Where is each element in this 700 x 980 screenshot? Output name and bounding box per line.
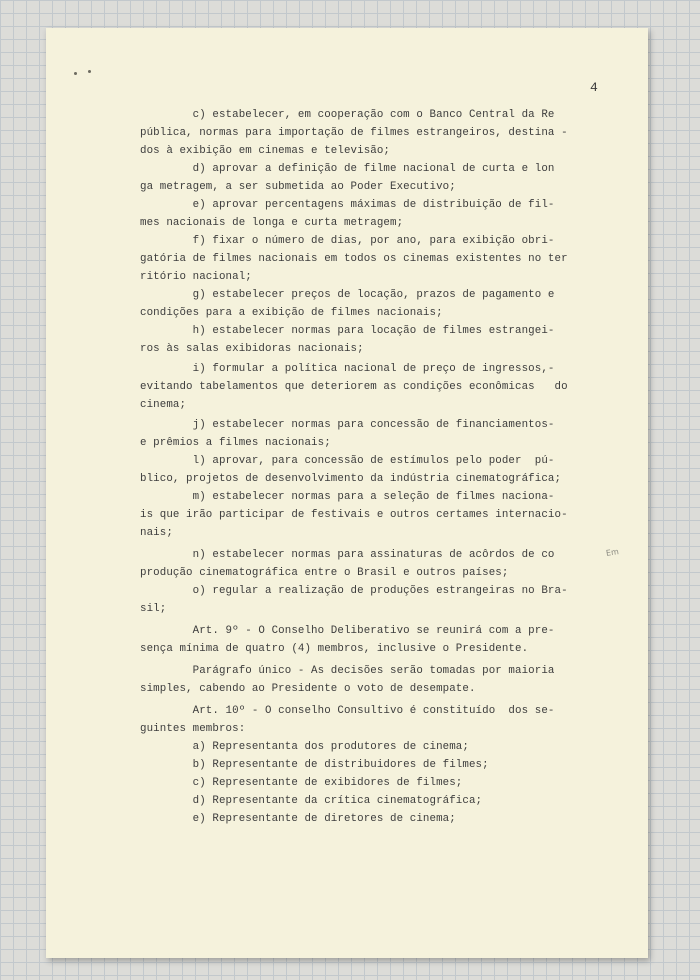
text-line: pública, normas para importação de filmes estrangeiros, destina - [140, 127, 568, 139]
text-line: sença mínima de quatro (4) membros, inclusive o Presidente. [140, 643, 529, 655]
punch-mark-2 [88, 70, 91, 73]
text-line: ritório nacional; [140, 271, 252, 283]
text-line: j) estabelecer normas para concessão de financiamentos- [140, 419, 555, 431]
text-line: mes nacionais de longa e curta metragem; [140, 217, 404, 229]
punch-mark-1 [74, 72, 77, 75]
text-line: l) aprovar, para concessão de estímulos pelo poder pú- [140, 455, 555, 467]
text-line: o) regular a realização de produções estrangeiras no Bra- [140, 585, 568, 597]
text-line: ros às salas exibidoras nacionais; [140, 343, 364, 355]
text-line: d) Representante da crítica cinematográfica; [140, 795, 483, 807]
text-line: Art. 9º - O Conselho Deliberativo se reunirá com a pre- [140, 625, 555, 637]
text-line: dos à exibição em cinemas e televisão; [140, 145, 391, 157]
text-line: n) estabelecer normas para assinaturas de acôrdos de co [140, 549, 555, 561]
text-line: Art. 10º - O conselho Consultivo é constituído dos se- [140, 705, 555, 717]
page-number: 4 [590, 80, 598, 95]
text-line: e prêmios a filmes nacionais; [140, 437, 331, 449]
text-line: is que irão participar de festivais e outros certames internacio- [140, 509, 568, 521]
text-line: nais; [140, 527, 173, 539]
text-line: e) Representante de diretores de cinema; [140, 813, 456, 825]
text-line: a) Representanta dos produtores de cinema; [140, 741, 469, 753]
text-line: sil; [140, 603, 167, 615]
text-line: ga metragem, a ser submetida ao Poder Executivo; [140, 181, 456, 193]
text-line: produção cinematográfica entre o Brasil e outros países; [140, 567, 509, 579]
text-line: b) Representante de distribuidores de filmes; [140, 759, 489, 771]
text-line: evitando tabelamentos que deteriorem as condições econômicas do [140, 381, 568, 393]
text-line: g) estabelecer preços de locação, prazos de pagamento e [140, 289, 555, 301]
text-line: guintes membros: [140, 723, 246, 735]
text-line: h) estabelecer normas para locação de filmes estrangei- [140, 325, 555, 337]
text-line: i) formular a política nacional de preço de ingressos,- [140, 363, 555, 375]
text-line: blico, projetos de desenvolvimento da indústria cinematográfica; [140, 473, 562, 485]
text-line: cinema; [140, 399, 187, 411]
text-line: e) aprovar percentagens máximas de distribuição de fil- [140, 199, 555, 211]
text-line: condições para a exibição de filmes nacionais; [140, 307, 443, 319]
text-line: f) fixar o número de dias, por ano, para exibição obri- [140, 235, 555, 247]
text-line: m) estabelecer normas para a seleção de filmes naciona- [140, 491, 555, 503]
document-page [46, 28, 648, 958]
text-line: d) aprovar a definição de filme nacional de curta e lon [140, 163, 555, 175]
text-line: gatória de filmes nacionais em todos os cinemas existentes no ter [140, 253, 568, 265]
margin-note: Em [605, 547, 620, 558]
text-line: c) Representante de exibidores de filmes; [140, 777, 463, 789]
text-line: simples, cabendo ao Presidente o voto de desempate. [140, 683, 476, 695]
text-line: Parágrafo único - As decisões serão tomadas por maioria [140, 665, 555, 677]
text-line: c) estabelecer, em cooperação com o Banco Central da Re [140, 109, 555, 121]
